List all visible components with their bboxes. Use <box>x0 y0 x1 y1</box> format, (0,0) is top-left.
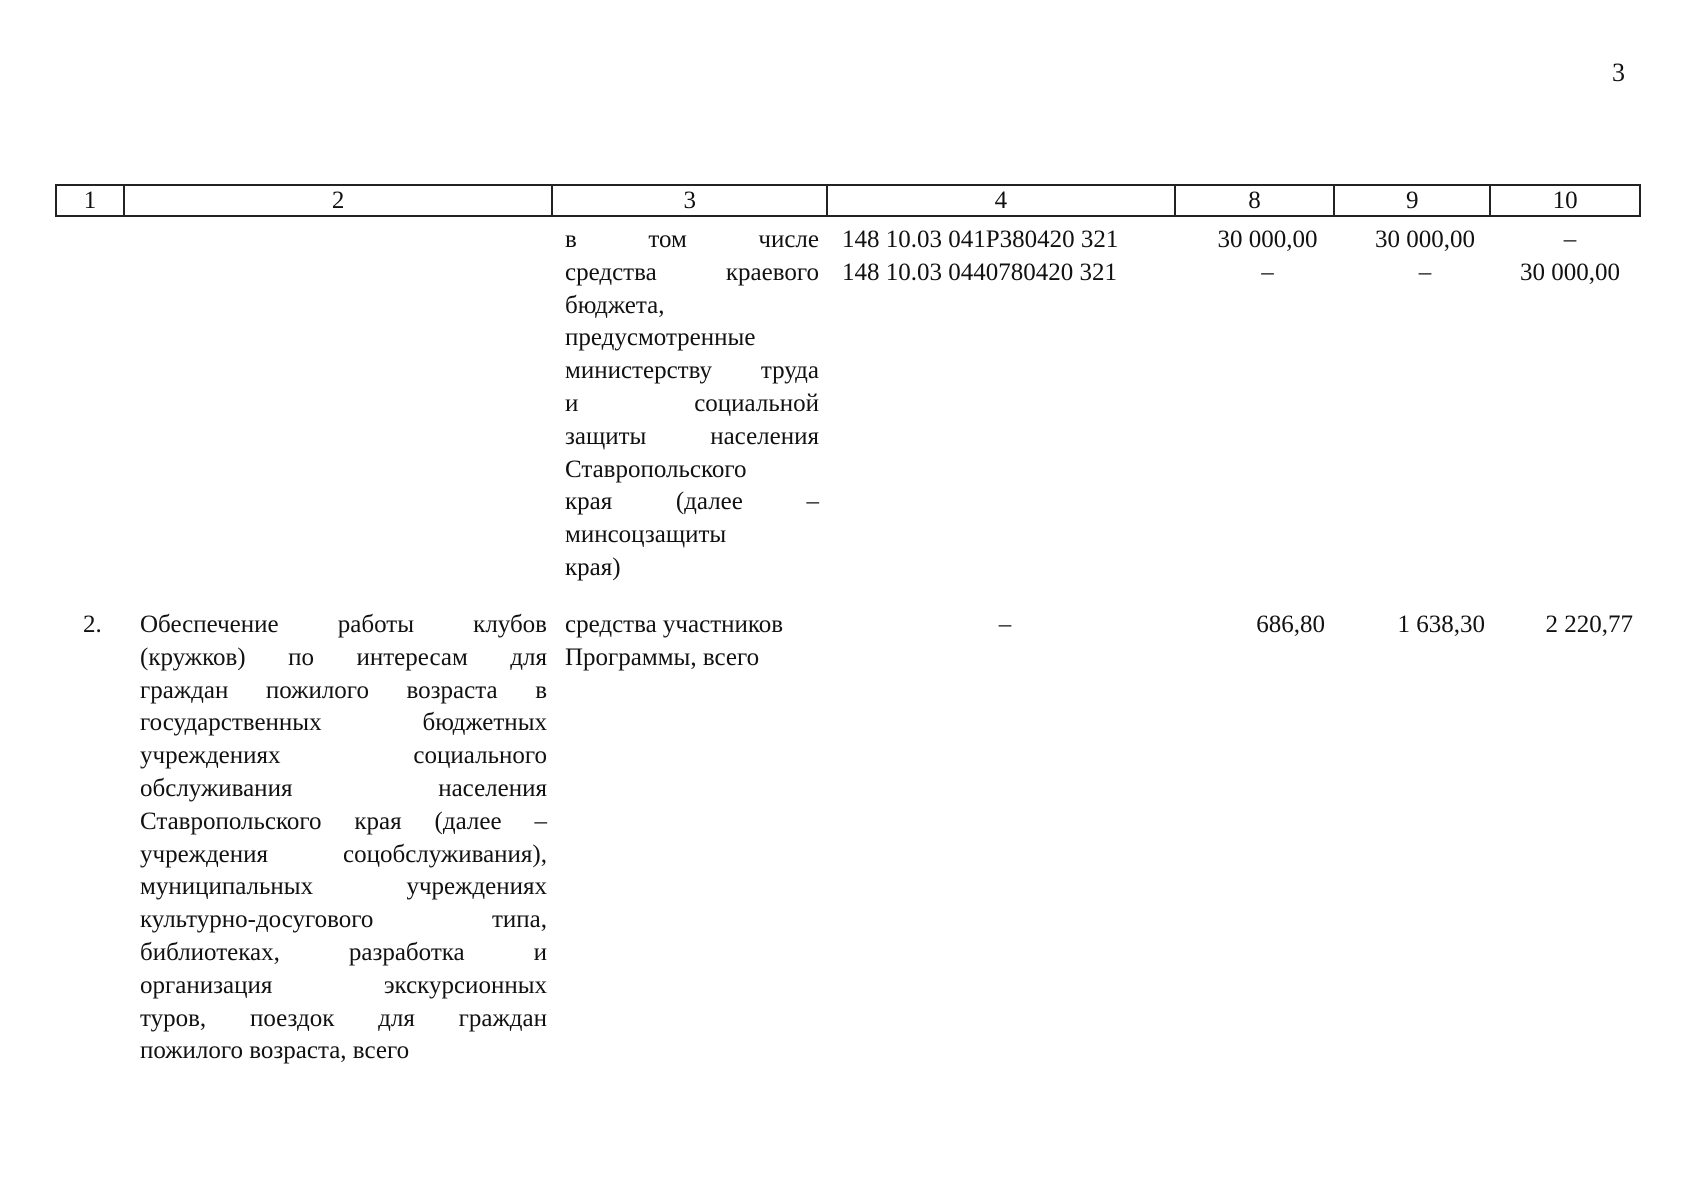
amount-value: 30 000,00 <box>1520 258 1620 286</box>
row2-col9: 1 638,30 <box>1397 611 1485 638</box>
header-col-8: 8 <box>1176 186 1336 215</box>
row1-col10 <box>1505 224 1635 290</box>
row2-description-line: организация экскурсионных <box>140 971 547 999</box>
row2-funding-source <box>565 609 835 675</box>
row1-funding-source <box>565 224 819 585</box>
page-number: 3 <box>1612 58 1625 87</box>
row2-description-line: граждан пожилого возраста в <box>140 676 547 704</box>
amount-value: – <box>1261 258 1274 286</box>
header-col-4: 4 <box>828 186 1176 215</box>
row2-col8: 686,80 <box>1256 611 1325 638</box>
row2-description-line: Ставропольского края (далее – <box>140 807 547 835</box>
row1-col8 <box>1195 224 1340 290</box>
row1-source-line: средства краевого <box>565 258 819 286</box>
row2-description-line: муниципальных учреждениях <box>140 873 547 901</box>
row1-col9 <box>1350 224 1500 290</box>
row1-source-line: минсоцзащиты <box>565 521 727 549</box>
budget-code: 148 10.03 041P380420 321 <box>842 226 1119 253</box>
row2-description-line: пожилого возраста, всего <box>140 1037 410 1065</box>
header-col-3: 3 <box>553 186 828 215</box>
row2-description-line: (кружков) по интересам для <box>140 643 547 671</box>
row2-description-line: библиотеках, разработка и <box>140 938 547 966</box>
row1-source-line: бюджета, <box>565 291 665 319</box>
row1-source-line: края) <box>565 553 621 581</box>
row2-description-line: учреждения соцобслуживания), <box>140 840 547 868</box>
header-col-1: 1 <box>57 186 125 215</box>
row2-description-line: культурно-досугового типа, <box>140 906 547 934</box>
row2-description-line: туров, поездок для граждан <box>140 1004 547 1032</box>
table-header-row <box>55 184 1641 217</box>
amount-value: – <box>1563 226 1577 253</box>
row2-number: 2. <box>83 611 102 638</box>
amount-value: – <box>1418 258 1432 286</box>
row2-description <box>140 609 547 1068</box>
row1-source-line: министерству труда <box>565 357 819 385</box>
amount-value: 30 000,00 <box>1375 226 1475 253</box>
row1-source-line: Ставропольского <box>565 455 747 483</box>
row2-source-line: Программы, всего <box>565 643 760 671</box>
row2-description-line: учреждениях социального <box>140 742 547 770</box>
header-col-10: 10 <box>1491 186 1641 215</box>
row1-source-line: и социальной <box>565 389 819 417</box>
row1-source-line: края (далее – <box>565 488 819 516</box>
budget-code: 148 10.03 0440780420 321 <box>842 258 1117 286</box>
row2-source-line: средства участников <box>565 611 784 638</box>
amount-value: 30 000,00 <box>1217 226 1318 253</box>
header-col-9: 9 <box>1335 186 1491 215</box>
row1-budget-codes <box>842 224 1162 290</box>
header-col-2: 2 <box>125 186 553 215</box>
row2-description-line: государственных бюджетных <box>140 709 547 737</box>
row2-col4: – <box>998 611 1012 638</box>
row2-description-line: Обеспечение работы клубов <box>140 611 547 638</box>
row1-source-line: в том числе <box>565 226 819 253</box>
row2-description-line: обслуживания населения <box>140 774 547 802</box>
row1-source-line: защиты населения <box>565 422 819 450</box>
row1-source-line: предусмотренные <box>565 324 756 352</box>
row2-col10: 2 220,77 <box>1545 611 1633 638</box>
